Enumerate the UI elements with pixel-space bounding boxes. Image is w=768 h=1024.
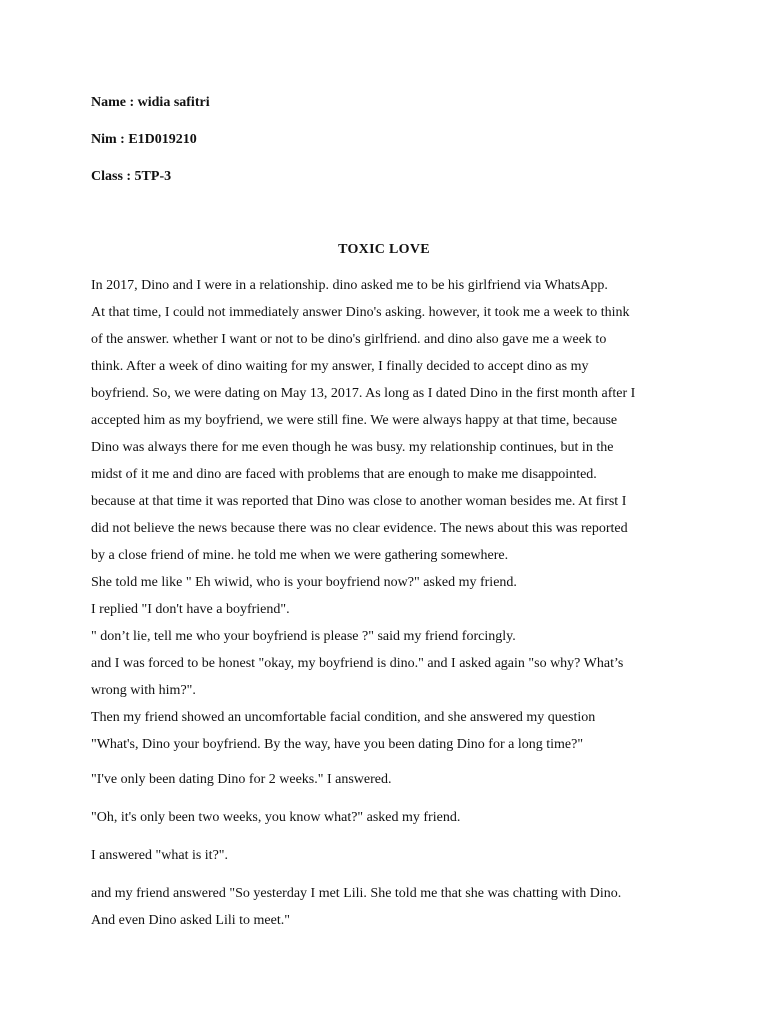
body-line: of the answer. whether I want or not to be dino's girlfriend. and dino also gave me a week to <box>91 332 607 347</box>
body-line: Then my friend showed an uncomfortable facial condition, and she answered my question <box>91 710 596 725</box>
body-line: did not believe the news because there was no clear evidence. The news about this was reported <box>91 521 628 536</box>
dialogue-line: I answered "what is it?". <box>91 848 228 863</box>
body-line: and I was forced to be honest "okay, my boyfriend is dino." and I asked again "so why? What’s <box>91 656 624 671</box>
body-line: " don’t lie, tell me who your boyfriend is please ?" said my friend forcingly. <box>91 629 516 644</box>
body-line: She told me like " Eh wiwid, who is your boyfriend now?" asked my friend. <box>91 575 517 590</box>
body-line: wrong with him?". <box>91 683 196 698</box>
dialogue-line: and my friend answered "So yesterday I met Lili. She told me that she was chatting with Dino. <box>91 886 622 901</box>
body-line: At that time, I could not immediately answer Dino's asking. however, it took me a week to think <box>91 305 630 320</box>
student-nim: Nim : E1D019210 <box>91 132 197 147</box>
body-line: accepted him as my boyfriend, we were still fine. We were always happy at that time, because <box>91 413 618 428</box>
dialogue-line: "Oh, it's only been two weeks, you know what?" asked my friend. <box>91 810 461 825</box>
body-line: "What's, Dino your boyfriend. By the way, have you been dating Dino for a long time?" <box>91 737 584 752</box>
student-class: Class : 5TP-3 <box>91 169 172 184</box>
body-line: think. After a week of dino waiting for my answer, I finally decided to accept dino as my <box>91 359 589 374</box>
body-line: midst of it me and dino are faced with problems that are enough to make me disappointed. <box>91 467 597 482</box>
essay-title: TOXIC LOVE <box>338 242 430 257</box>
body-line: In 2017, Dino and I were in a relationship. dino asked me to be his girlfriend via WhatsApp. <box>91 278 608 293</box>
dialogue-line: And even Dino asked Lili to meet." <box>91 913 290 928</box>
dialogue-line: "I've only been dating Dino for 2 weeks." I answered. <box>91 772 392 787</box>
student-name: Name : widia safitri <box>91 95 210 110</box>
body-line: Dino was always there for me even though he was busy. my relationship continues, but in the <box>91 440 614 455</box>
body-line: I replied "I don't have a boyfriend". <box>91 602 290 617</box>
body-line: by a close friend of mine. he told me when we were gathering somewhere. <box>91 548 509 563</box>
body-line: because at that time it was reported that Dino was close to another woman besides me. At first I <box>91 494 627 509</box>
body-line: boyfriend. So, we were dating on May 13, 2017. As long as I dated Dino in the first month after I <box>91 386 636 401</box>
